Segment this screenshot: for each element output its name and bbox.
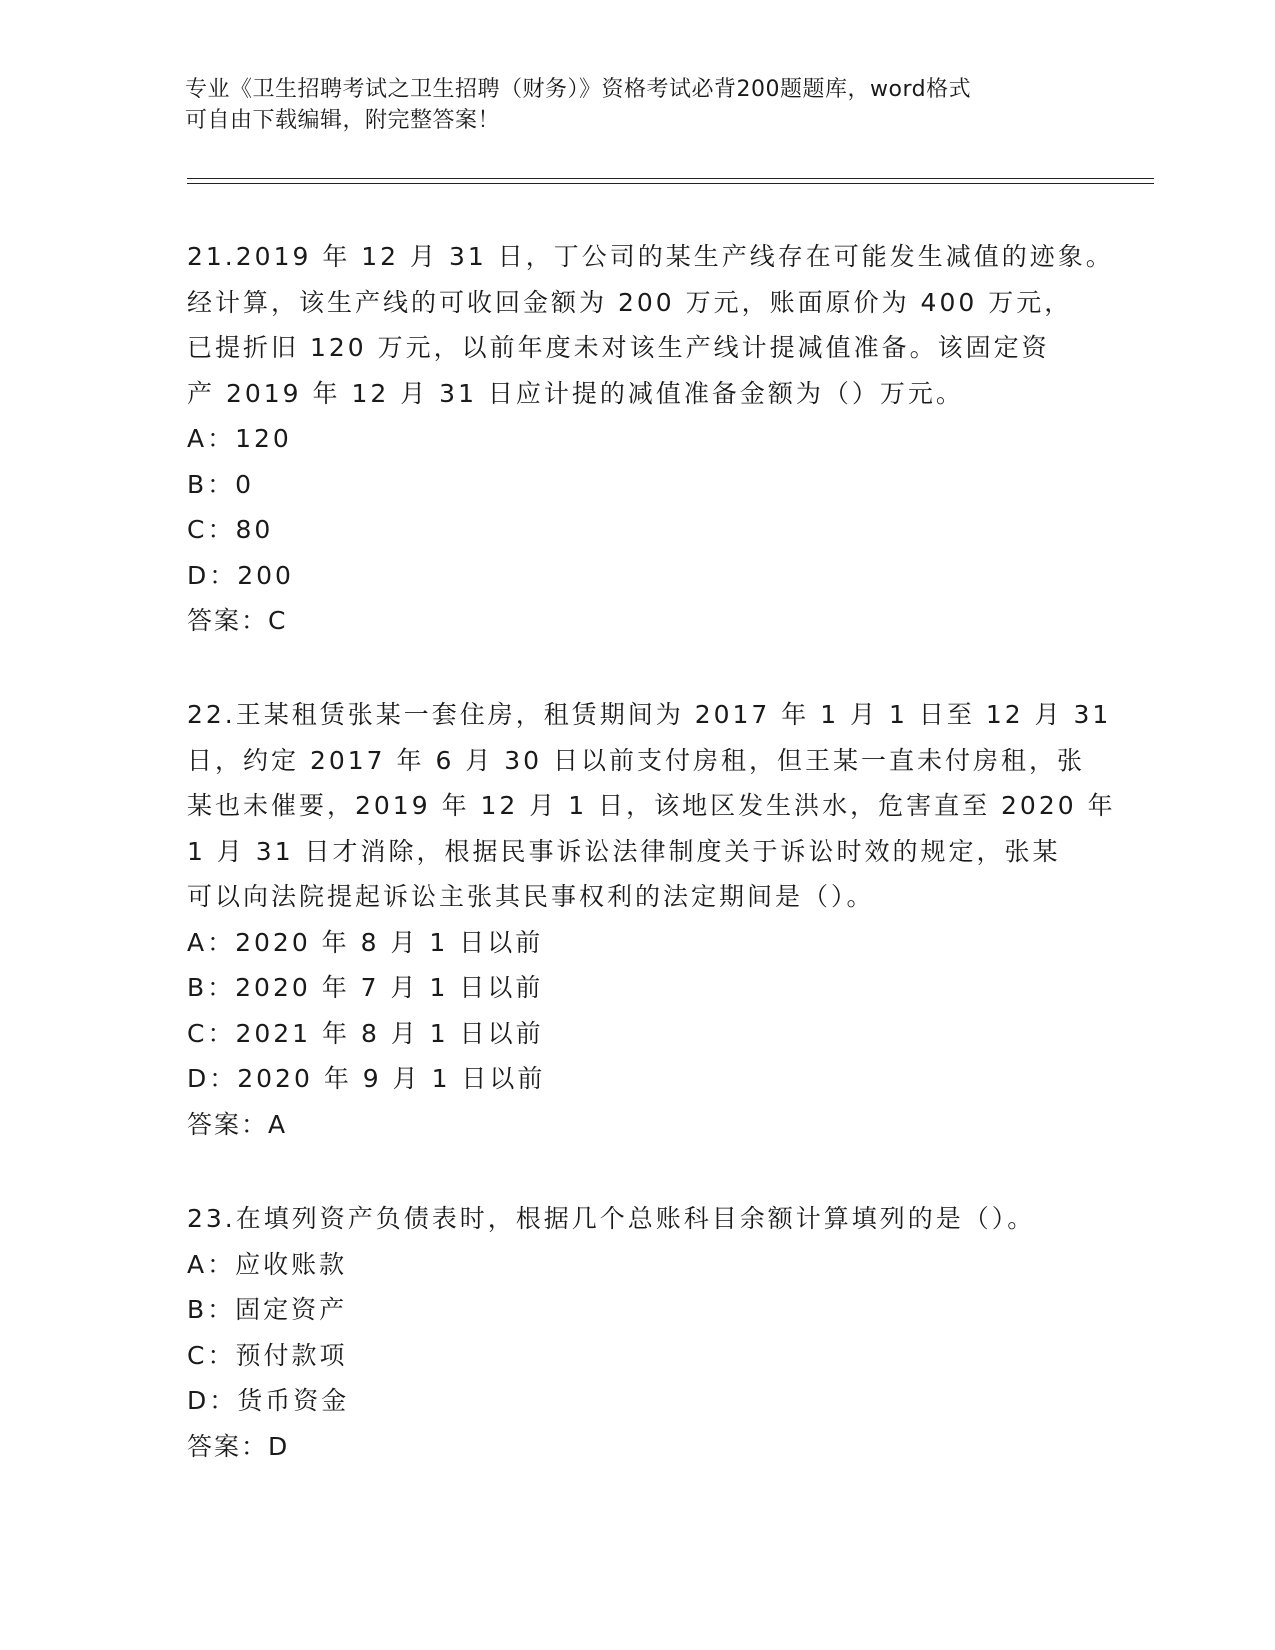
question-stem-line: 已提折旧 120 万元，以前年度未对该生产线计提减值准备。该固定资 (187, 333, 1050, 362)
question-stem-line: 23.在填列资产负债表时，根据几个总账科目余额计算填列的是（）。 (187, 1204, 1036, 1233)
header-line-1: 专业《卫生招聘考试之卫生招聘（财务）》资格考试必背200题题库，word格式 (185, 77, 972, 102)
option-c: C：预付款项 (187, 1340, 348, 1370)
option-a: A：120 (187, 424, 292, 453)
question-21 (187, 234, 1114, 644)
header-divider-bottom (187, 183, 1154, 184)
question-stem-line: 产 2019 年 12 月 31 日应计提的减值准备金额为（）万元。 (187, 378, 964, 408)
answer-key: 答案：C (187, 606, 288, 635)
option-b: B：固定资产 (187, 1295, 348, 1324)
header-divider-top (187, 178, 1154, 179)
question-stem-line: 日，约定 2017 年 6 月 30 日以前支付房租，但王某一直未付房租，张 (187, 745, 1086, 775)
question-stem-line: 某也未催要，2019 年 12 月 1 日，该地区发生洪水，危害直至 2020 年 (187, 791, 1116, 820)
option-d: D：2020 年 9 月 1 日以前 (187, 1064, 546, 1093)
option-a: A：应收账款 (187, 1249, 348, 1279)
header-line-2: 可自由下载编辑，附完整答案！ (185, 108, 501, 133)
option-d: D：200 (187, 560, 294, 590)
question-23 (187, 1196, 1087, 1469)
question-stem (187, 692, 1116, 920)
question-22 (187, 692, 1116, 1147)
option-b: B：0 (187, 469, 255, 499)
answer-key: 答案：A (187, 1109, 288, 1139)
option-c: C：2021 年 8 月 1 日以前 (187, 1018, 544, 1048)
option-d: D：货币资金 (187, 1386, 350, 1415)
option-a: A：2020 年 8 月 1 日以前 (187, 927, 544, 957)
question-stem (187, 234, 1114, 416)
option-c: C：80 (187, 515, 274, 544)
question-stem-line: 可以向法院提起诉讼主张其民事权利的法定期间是（）。 (187, 882, 875, 911)
question-stem-line: 1 月 31 日才消除，根据民事诉讼法律制度关于诉讼时效的规定，张某 (187, 836, 1061, 866)
answer-key: 答案：D (187, 1431, 290, 1461)
document-header (185, 74, 1065, 136)
question-stem-line: 21.2019 年 12 月 31 日，丁公司的某生产线存在可能发生减值的迹象。 (187, 242, 1114, 271)
question-stem-line: 经计算，该生产线的可收回金额为 200 万元，账面原价为 400 万元， (187, 287, 1073, 317)
question-stem (187, 1196, 1087, 1242)
question-stem-line: 22.王某租赁张某一套住房，租赁期间为 2017 年 1 月 1 日至 12 月 31 (187, 700, 1112, 729)
option-b: B：2020 年 7 月 1 日以前 (187, 973, 544, 1002)
